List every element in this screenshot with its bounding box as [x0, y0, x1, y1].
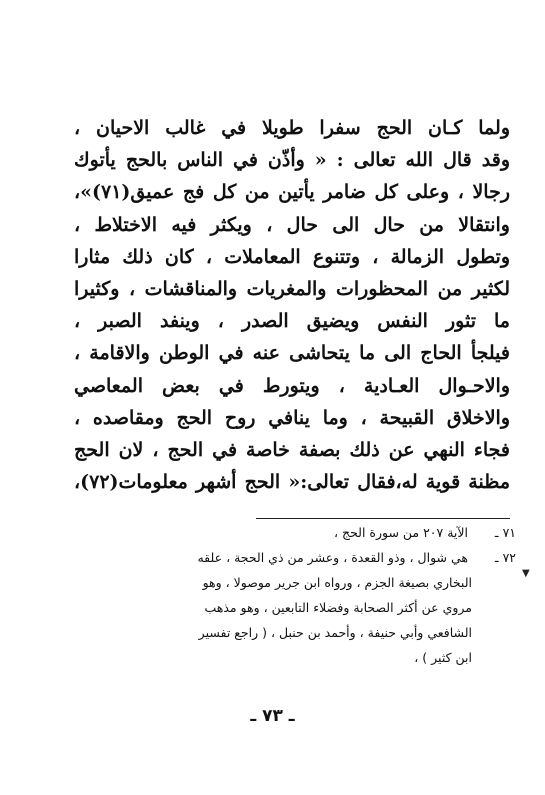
- footnote-line: [86, 520, 516, 545]
- footnote-72: [86, 545, 516, 670]
- margin-dot-mark: ▼: [522, 568, 530, 579]
- footnote-number: ٧٢ ـ: [494, 550, 516, 565]
- footnote-number: ٧١ ـ: [494, 525, 516, 540]
- footnote-text: مروي عن أكثر الصحابة وفضلاء التابعين ، وهو مذهب: [204, 600, 472, 615]
- text-line: فيلجأ الحاج الى ما يتحاشى عنه في الوطن والاقامة ،: [74, 342, 510, 365]
- footnote-text: الآية ٢٠٧ من سورة الحج ،: [334, 525, 469, 540]
- main-text: [74, 112, 510, 498]
- footnote-line: [86, 545, 516, 570]
- text-line: رجالا ، وعلى كل ضامر يأتين من كل فج عميق(٧١)»،: [74, 181, 510, 204]
- footnote-text: البخاري بصيغة الجزم ، ورواه ابن جرير موصولا ، وهو: [202, 575, 472, 590]
- text-line: والاحـوال العـادية ، ويتورط في بعض المعاصي: [74, 374, 510, 397]
- footnotes: [86, 520, 516, 670]
- text-line: لكثير من المحظورات والمغريات والمناقشات ، وكثيرا: [74, 277, 510, 300]
- footnote-text: الشافعي وأبي حنيفة ، وأحمد بن حنبل ، ( راجع تفسير: [198, 625, 472, 640]
- text-line: ولما كـان الحج سفرا طويلا في غالب الاحيان ،: [74, 117, 510, 139]
- text-line: ما تثور النفس ويضيق الصدر ، وينفد الصبر ،: [74, 310, 510, 333]
- text-line: وتطول الزمالة ، وتتنوع المعاملات ، كان ذلك مثارا: [74, 245, 510, 268]
- text-line: وقد قال الله تعالى : « وأذّن في الناس بالحج يأتوك: [74, 149, 510, 172]
- footnote-text: ابن كثير ) ،: [414, 650, 472, 665]
- page-number: ـ ٧٣ ـ: [250, 706, 295, 726]
- text-line: مظنة قوية له،فقال تعالى:« الحج أشهر معلومات(٧٢)،: [74, 471, 510, 494]
- text-line: وانتقالا من حال الى حال ، ويكثر فيه الاختلاط ،: [74, 213, 510, 236]
- text-line: فجاء النهي عن ذلك بصفة خاصة في الحج ، لان الحج: [74, 438, 510, 461]
- footnote-divider: [256, 518, 510, 519]
- footnote-text: هي شوال ، وذو القعدة ، وعشر من ذي الحجة ، علقه: [197, 550, 469, 565]
- text-line: والاخلاق القبيحة ، وما ينافي روح الحج ومقاصده ،: [74, 406, 510, 429]
- footnote-71: [86, 520, 516, 545]
